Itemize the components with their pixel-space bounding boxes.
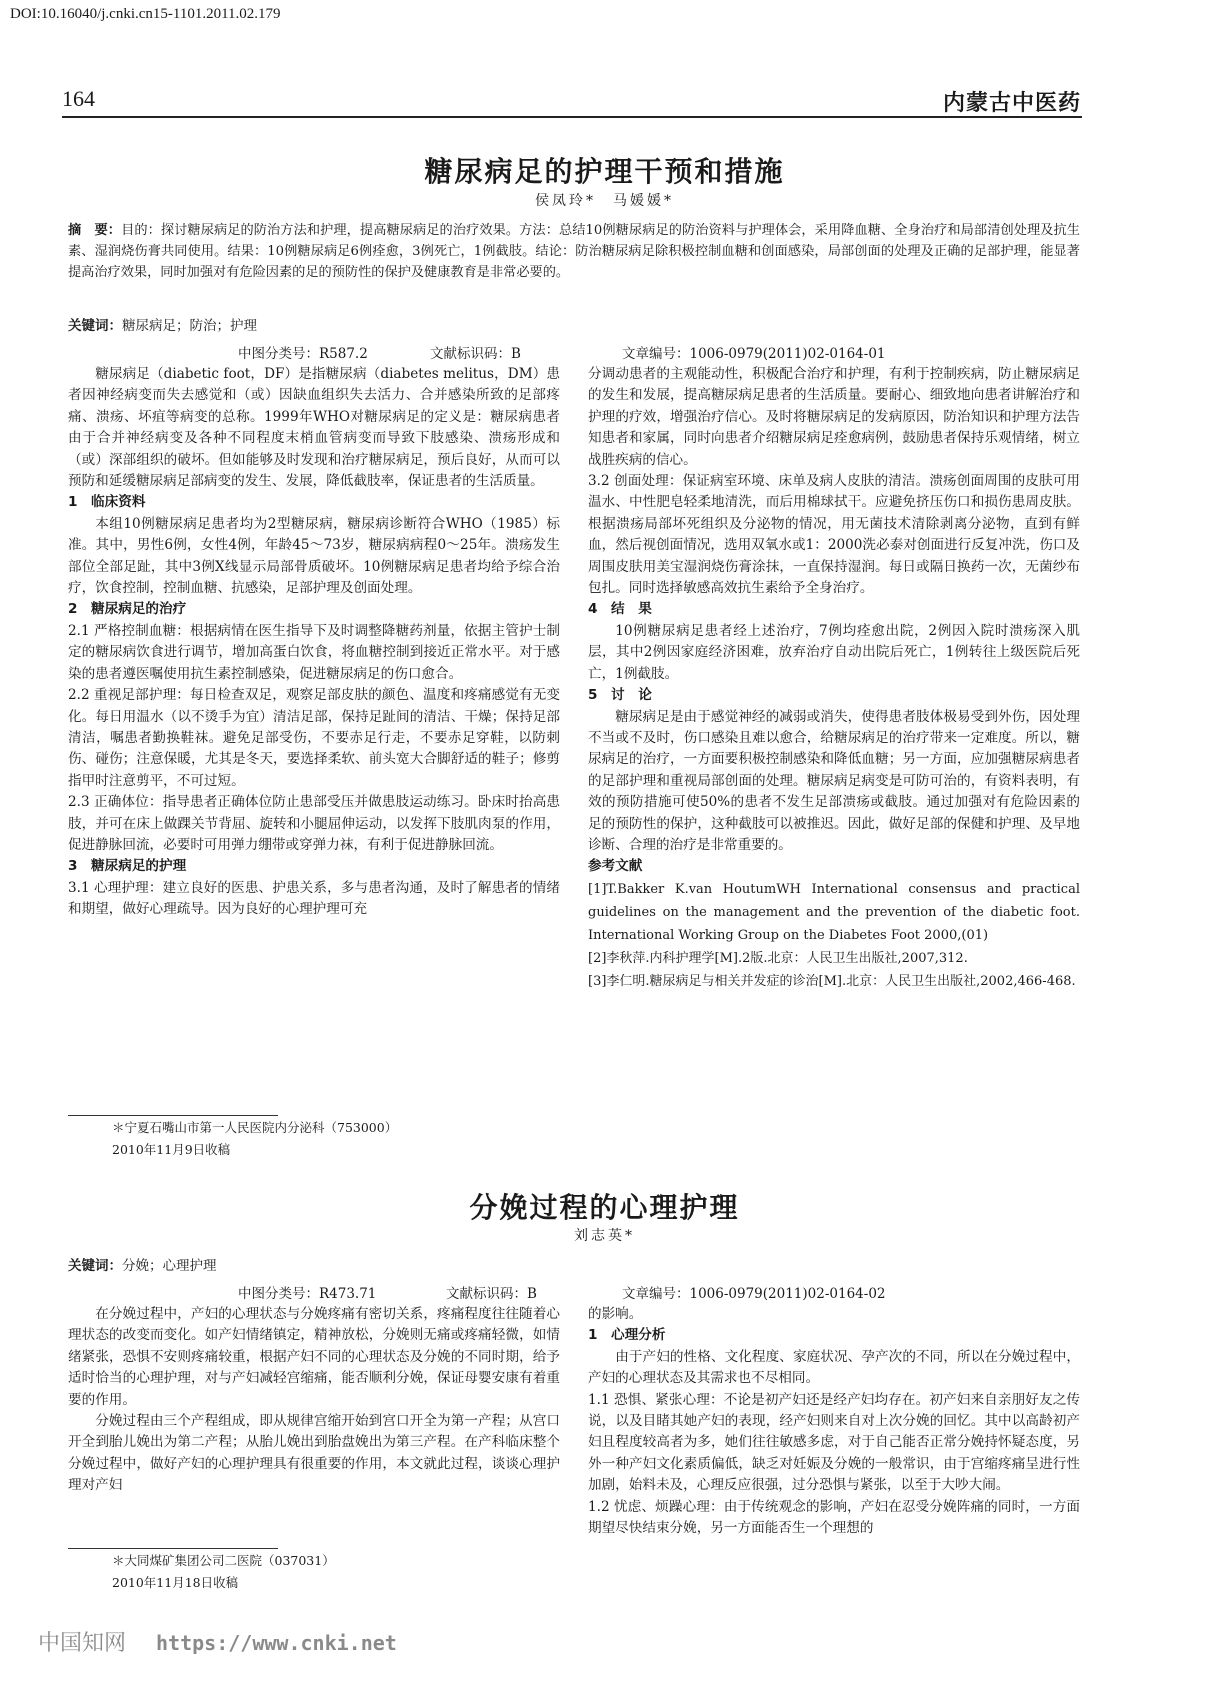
subsection-paragraph: 1.1 恐惧、紧张心理：不论是初产妇还是经产妇均存在。初产妇来自亲朋好友之传说，以及目睹其她产妇的表现，经产妇则来自对上次分娩的回忆。其中以高龄初产妇且程度较高者为多，她们往往敏感多虑，对于自己能否正常分娩持怀疑态度，另外一种产妇文化素质偏低，缺乏对妊娠及分娩的一般常识，由于宫缩疼痛呈进行性加剧，始料未及，心理反应很强，过分恐惧与紧张，以至于大吵大闹。 (588, 1391, 1080, 1494)
article1-abstract (68, 220, 1080, 283)
class-number: 中图分类号：R473.71 (238, 1286, 377, 1302)
article-number: 文章编号：1006-0979(2011)02-0164-01 (622, 346, 886, 362)
subsection-paragraph: 分调动患者的主观能动性，积极配合治疗和护理，有利于控制疾病，防止糖尿病足的发生和发展，提高糖尿病足患者的生活质量。要耐心、细致地向患者讲解治疗和护理的疗效，增强治疗信心。及时将糖尿病足的发病原因，防治知识和护理方法告知患者和家属，同时向患者介绍糖尿病足痊愈病例，鼓励患者保持乐观情绪，树立战胜疾病的信心。 (588, 366, 1080, 468)
article2-authors: 刘志英* (574, 1228, 635, 1244)
reference-item: [1]T.Bakker K.van HoutumWH International consensus and practical guidelines on the management and the prevention of the diabetic foot. International Working Group on the Diabetes Foot 2000,(01) (588, 881, 1080, 943)
header-rule (62, 116, 1082, 118)
cnki-watermark (38, 1626, 397, 1657)
article2-title: 分娩过程的心理护理 (469, 1191, 740, 1224)
class-number: 中图分类号：R587.2 (238, 346, 368, 362)
article2-keywords (68, 1254, 217, 1274)
keywords-text: 分娩；心理护理 (122, 1258, 217, 1274)
section-heading: 1 心理分析 (588, 1327, 666, 1344)
doi-line: DOI:10.16040/j.cnki.cn15-1101.2011.02.179 (10, 6, 281, 22)
article2-right-column (588, 1304, 1080, 1539)
reference-item: [3]李仁明.糖尿病足与相关并发症的诊治[M].北京：人民卫生出版社,2002,466-468. (588, 973, 1076, 989)
doc-code: 文献标识码：B (430, 346, 521, 362)
section-heading: 2 糖尿病足的治疗 (68, 601, 187, 618)
article1-right-column (588, 364, 1080, 993)
article2-left-column (68, 1304, 560, 1497)
watermark-url: https://www.cnki.net (156, 1631, 397, 1655)
section-heading: 3 糖尿病足的护理 (68, 858, 187, 875)
article2-footnote-affiliation: ＊大同煤矿集团公司二医院（037031） (112, 1553, 335, 1568)
body-paragraph: 在分娩过程中，产妇的心理状态与分娩疼痛有密切关系，疼痛程度往往随着心理状态的改变而变化。如产妇情绪镇定，精神放松，分娩则无痛或疼痛轻微，如情绪紧张，恐惧不安则疼痛较重，根据产妇不同的心理状态及分娩的不同时期，给予适时恰当的心理护理，对与产妇减轻宫缩痛，能否顺利分娩，保证母婴安康有着重要的作用。 (68, 1306, 560, 1408)
article1-authors: 侯凤玲* 马媛媛* (535, 193, 674, 209)
article1-keywords (68, 314, 257, 334)
watermark-brand: 中国知网 (38, 1631, 127, 1656)
abstract-label: 摘 要： (68, 223, 122, 238)
subsection-paragraph: 2.2 重视足部护理：每日检查双足，观察足部皮肤的颜色、温度和疼痛感觉有无变化。每日用温水（以不烫手为宜）清洁足部，保持足趾间的清洁、干燥；保持足部清洁，嘱患者勤换鞋袜。避免足部受伤，不要赤足行走，不要赤足穿鞋，以防刺伤、碰伤；注意保暖，尤其是冬天，要选择柔软、前头宽大合脚舒适的鞋子；修剪指甲时注意剪平，不可过短。 (68, 687, 560, 789)
body-paragraph: 分娩过程由三个产程组成，即从规律宫缩开始到宫口开全为第一产程；从宫口开全到胎儿娩出为第二产程；从胎儿娩出到胎盘娩出为第三产程。在产科临床整个分娩过程中，做好产妇的心理护理具有很重要的作用，本文就此过程，谈谈心理护理对产妇 (68, 1413, 560, 1494)
keywords-text: 糖尿病足；防治；护理 (122, 318, 257, 334)
journal-name: 内蒙古中医药 (942, 91, 1081, 116)
subsection-paragraph: 2.1 严格控制血糖：根据病情在医生指导下及时调整降糖药剂量，依据主管护士制定的糖尿病饮食进行调节，增加高蛋白饮食，将血糖控制到接近正常水平。对于感染的患者遵医嘱使用抗生素控制感染，促进糖尿病足的伤口愈合。 (68, 622, 560, 682)
footnote-rule (68, 1115, 278, 1116)
footnote-rule (68, 1548, 278, 1549)
body-paragraph: 由于产妇的性格、文化程度、家庭状况、孕产次的不同，所以在分娩过程中，产妇的心理状态及其需求也不尽相同。 (588, 1348, 1080, 1387)
keywords-label: 关键词： (68, 1258, 122, 1274)
subsection-paragraph: 3.2 创面处理：保证病室环境、床单及病人皮肤的清洁。溃疡创面周围的皮肤可用温水、中性肥皂轻柔地清洗，而后用棉球拭干。应避免挤压伤口和损伤患周皮肤。根据溃疡局部坏死组织及分泌物的情况，用无菌技术清除剥离分泌物，直到有鲜血，然后视创面情况，选用双氧水或1：2000洗必泰对创面进行反复冲洗，伤口及周围皮肤用美宝湿润烧伤膏涂抹，一直保持湿润。每日或隔日换药一次，无菌纱布包扎。同时选择敏感高效抗生素给予全身治疗。 (588, 473, 1080, 597)
abstract-text: 目的：探讨糖尿病足的防治方法和护理，提高糖尿病足的治疗效果。方法：总结10例糖尿病足的防治资料与护理体会，采用降血糖、全身治疗和局部清创处理及抗生素、湿润烧伤膏共同使用。结果：10例糖尿病足6例痊愈，3例死亡，1例截肢。结论：防治糖尿病足除积极控制血糖和创面感染，局部创面的处理及正确的足部护理，能显著提高治疗效果，同时加强对有危险因素的足的预防性的保护及健康教育是非常必要的。 (68, 223, 1080, 280)
subsection-paragraph: 1.2 忧虑、烦躁心理：由于传统观念的影响，产妇在忍受分娩阵痛的同时，一方面期望尽快结束分娩，另一方面能否生一个理想的 (588, 1498, 1080, 1537)
body-paragraph: 10例糖尿病足患者经上述治疗，7例均痊愈出院，2例因入院时溃疡深入肌层，其中2例因家庭经济困难，放弃治疗自动出院后死亡，1例转往上级医院后死亡，1例截肢。 (588, 622, 1080, 682)
section-heading: 1 临床资料 (68, 494, 146, 511)
body-paragraph: 糖尿病足（diabetic foot，DF）是指糖尿病（diabetes melitus，DM）患者因神经病变而失去感觉和（或）因缺血组织失去活力、合并感染所致的足部疼痛、溃疡、坏疽等病变的总称。1999年WHO对糖尿病足的定义是：糖尿病患者由于合并神经病变及各种不同程度末梢血管病变而导致下肢感染、溃疡形成和（或）深部组织的破坏。但如能够及时发现和治疗糖尿病足，预后良好，从而可以预防和延缓糖尿病足部病变的发生、发展，降低截肢率，保证患者的生活质量。 (68, 366, 560, 490)
subsection-paragraph: 2.3 正确体位：指导患者正确体位防止患部受压并做患肢运动练习。卧床时抬高患肢，并可在床上做踝关节背屈、旋转和小腿屈伸运动，以发挥下肢肌肉泵的作用，促进静脉回流，必要时可用弹力绷带或穿弹力袜，有利于促进静脉回流。 (68, 794, 560, 853)
article-number: 文章编号：1006-0979(2011)02-0164-02 (622, 1286, 886, 1302)
body-paragraph: 糖尿病足是由于感觉神经的减弱或消失，使得患者肢体极易受到外伤，因处理不当或不及时，伤口感染且难以愈合，给糖尿病足的治疗带来一定难度。所以，糖尿病足的治疗，一方面要积极控制感染和降低血糖；另一方面，应加强糖尿病患者的足部护理和重视局部创面的处理。糖尿病足病变是可防可治的，有资料表明，有效的预防措施可使50%的患者不发生足部溃疡或截肢。通过加强对有危险因素的足的预防性的保护，这种截肢可以被推迟。因此，做好足部的保健和护理、及早地诊断、合理的治疗是非常重要的。 (588, 708, 1080, 853)
subsection-paragraph: 的影响。 (588, 1306, 643, 1322)
reference-item: [2]李秋萍.内科护理学[M].2版.北京：人民卫生出版社,2007,312. (588, 950, 968, 966)
doc-code: 文献标识码：B (446, 1286, 537, 1302)
article1-title: 糖尿病足的护理干预和措施 (424, 155, 785, 188)
article1-left-column (68, 364, 560, 921)
article2-footnote-date: 2010年11月18日收稿 (112, 1575, 239, 1590)
body-paragraph: 本组10例糖尿病足患者均为2型糖尿病，糖尿病诊断符合WHO（1985）标准。其中，男性6例，女性4例，年龄45～73岁，糖尿病病程0～25年。溃疡发生部位全部足趾，其中3例X线显示局部骨质破坏。10例糖尿病足患者均给予综合治疗，饮食控制，控制血糖、抗感染，足部护理及创面处理。 (68, 515, 560, 597)
section-heading: 参考文献 (588, 858, 643, 875)
article1-footnote-date: 2010年11月9日收稿 (112, 1142, 231, 1157)
section-heading: 4 结 果 (588, 601, 652, 618)
keywords-label: 关键词： (68, 318, 122, 334)
section-heading: 5 讨 论 (588, 687, 652, 704)
article1-footnote-affiliation: ＊宁夏石嘴山市第一人民医院内分泌科（753000） (112, 1120, 398, 1135)
subsection-paragraph: 3.1 心理护理：建立良好的医患、护患关系，多与患者沟通，及时了解患者的情绪和期望，做好心理疏导。因为良好的心理护理可充 (68, 879, 560, 918)
page-number: 164 (62, 86, 95, 111)
